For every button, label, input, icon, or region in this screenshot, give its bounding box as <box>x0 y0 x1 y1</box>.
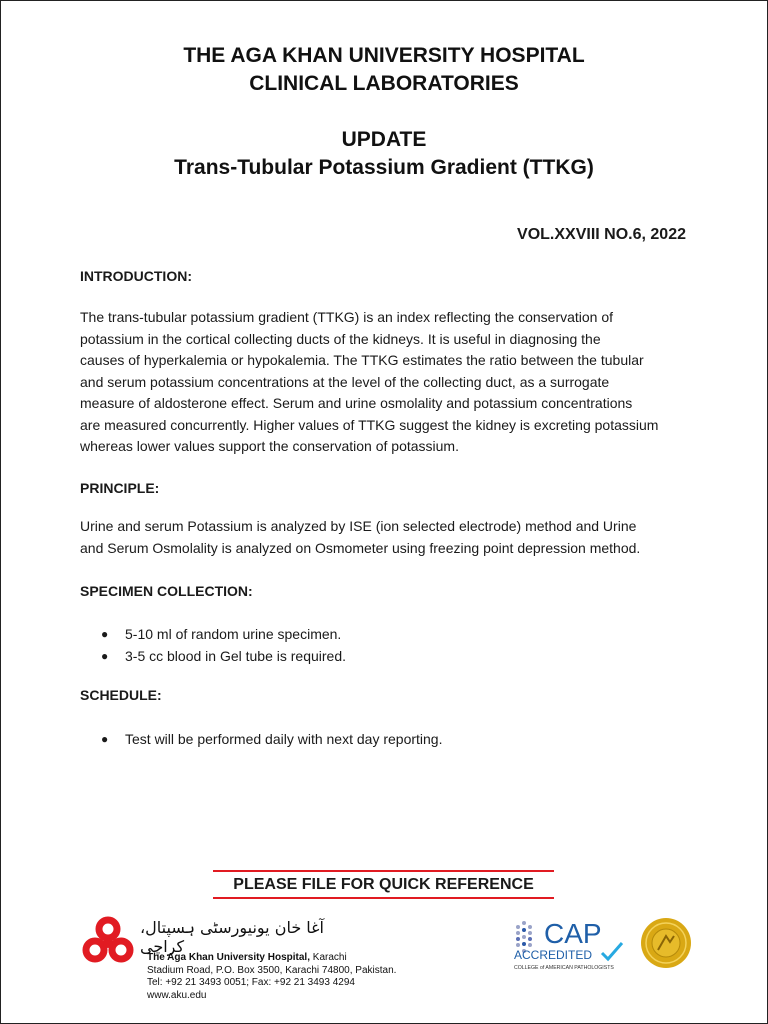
hospital-phone-fax: Tel: +92 21 3493 0051; Fax: +92 21 3493 4294 <box>147 977 355 989</box>
principle-text <box>80 516 690 559</box>
accredited-text: ACCREDITED <box>514 948 593 962</box>
cap-text: CAP <box>544 918 602 949</box>
introduction-line: and serum potassium concentrations at the level of the collecting duct, as a surrogate <box>80 373 610 390</box>
introduction-line: whereas lower values support the conservation of potassium. <box>80 438 459 454</box>
principle-heading: PRINCIPLE: <box>80 480 160 496</box>
introduction-line: are measured concurrently. Higher values of TTKG suggest the kidney is excreting potassium <box>80 416 659 433</box>
cap-accredited-logo <box>510 917 634 973</box>
list-item: ● 3-5 cc blood in Gel tube is required. <box>101 645 346 667</box>
schedule-list <box>101 728 442 750</box>
introduction-heading: INTRODUCTION: <box>80 268 192 284</box>
specimen-list <box>101 623 346 667</box>
principle-line: Urine and serum Potassium is analyzed by ISE (ion selected electrode) method and Urine <box>80 518 637 534</box>
schedule-heading: SCHEDULE: <box>80 687 162 703</box>
introduction-line: measure of aldosterone effect. Serum and urine osmolality and potassium concentrations <box>80 395 633 411</box>
hospital-city: Karachi <box>310 952 347 963</box>
department-name: CLINICAL LABORATORIES <box>249 72 519 95</box>
bullet-icon: ● <box>101 732 109 746</box>
list-item: ● Test will be performed daily with next day reporting. <box>101 728 442 750</box>
specimen-heading: SPECIMEN COLLECTION: <box>80 583 253 599</box>
urdu-hospital-name: آغا خان یونیورسٹی ہسپتال، کراچی <box>140 918 324 956</box>
bullet-icon: ● <box>101 627 109 641</box>
list-item: ● 5-10 ml of random urine specimen. <box>101 623 346 645</box>
introduction-line: causes of hyperkalemia or hypokalemia. The TTKG estimates the ratio between the tubular <box>80 352 644 368</box>
accreditation-seal-icon <box>640 916 692 970</box>
aku-logo-icon <box>80 915 136 971</box>
hospital-website[interactable]: www.aku.edu <box>147 989 207 1001</box>
cap-subtitle: COLLEGE of AMERICAN PATHOLOGISTS <box>514 965 614 971</box>
introduction-line: The trans-tubular potassium gradient (TTKG) is an index reflecting the conservation of <box>80 309 614 325</box>
institution-name: THE AGA KHAN UNIVERSITY HOSPITAL <box>183 44 585 67</box>
file-reference-banner: PLEASE FILE FOR QUICK REFERENCE <box>213 870 554 899</box>
bullet-icon: ● <box>101 649 109 663</box>
update-label: UPDATE <box>341 128 427 151</box>
update-title: Trans-Tubular Potassium Gradient (TTKG) <box>174 156 594 179</box>
checkmark-icon <box>602 943 622 959</box>
hospital-address: Stadium Road, P.O. Box 3500, Karachi 74800, Pakistan. <box>147 964 397 976</box>
volume-number: VOL.XXVIII NO.6, 2022 <box>517 226 686 243</box>
principle-line: and Serum Osmolality is analyzed on Osmometer using freezing point depression method. <box>80 539 641 556</box>
hospital-address-block <box>147 952 396 1002</box>
hospital-name: The Aga Khan University Hospital, <box>147 952 310 963</box>
introduction-text <box>80 307 690 458</box>
introduction-line: potassium in the cortical collecting ducts of the kidneys. It is useful in diagnosing the <box>80 330 601 347</box>
